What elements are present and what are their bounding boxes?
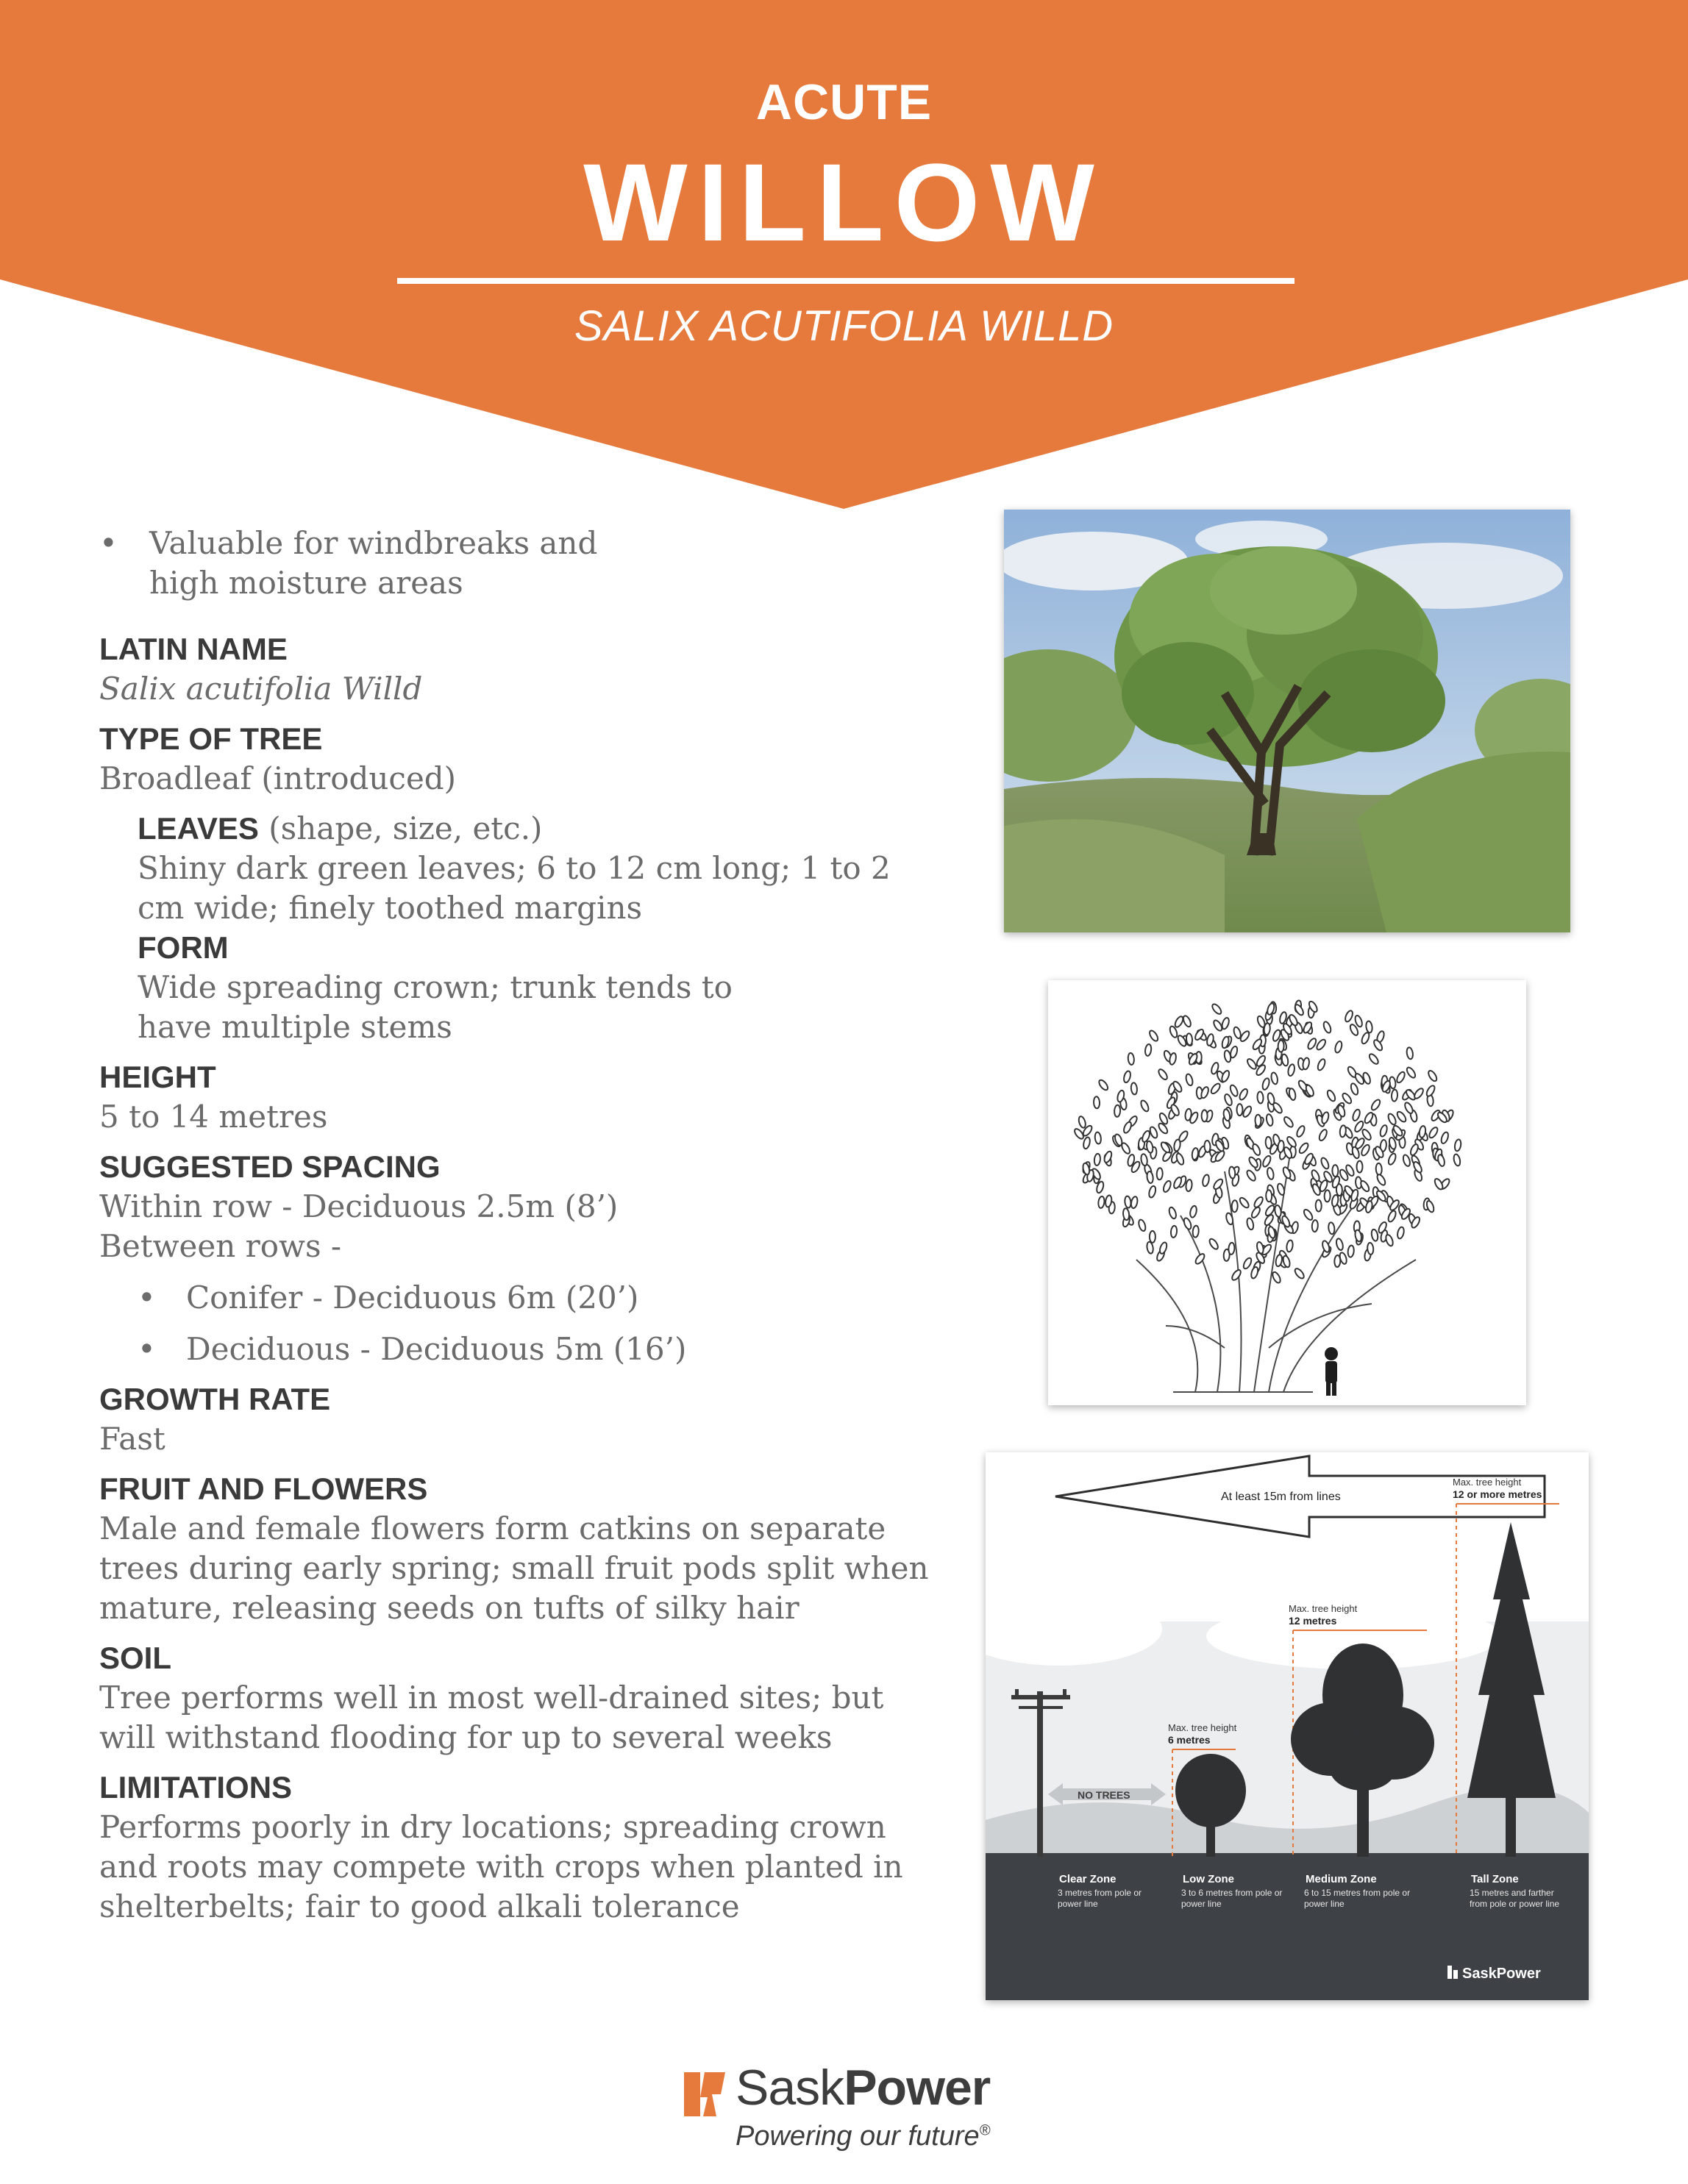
leaf-mark [1278, 1041, 1283, 1052]
leaf-mark [1278, 1141, 1285, 1153]
section-latin-name [99, 629, 938, 709]
leaf-mark [1339, 1125, 1347, 1138]
leaf-mark [1332, 1165, 1338, 1177]
tall-max-value: 12 or more metres [1453, 1488, 1542, 1500]
tall-zone-desc: 15 metres and farther from pole or power line [1470, 1888, 1560, 1909]
species-latin-name: SALIX ACUTIFOLIA WILLD [574, 302, 1114, 350]
tree-photo [1004, 510, 1570, 932]
leaf-mark [1264, 1023, 1271, 1035]
leaf-mark [1316, 1200, 1322, 1212]
spacing-between-rows: Between rows - [99, 1228, 342, 1264]
height-label: HEIGHT [99, 1060, 216, 1094]
leaf-mark [1311, 1220, 1318, 1232]
medium-max-label: Max. tree height [1289, 1603, 1358, 1614]
no-trees-label: NO TREES [1078, 1789, 1130, 1801]
power-line-zone-diagram [986, 1452, 1589, 2000]
bullet-dot: • [138, 1331, 156, 1367]
medium-zone-desc: 6 to 15 metres from pole or power line [1304, 1888, 1411, 1909]
saskpower-small-brand: SaskPower [1462, 1966, 1541, 1982]
section-limitations [99, 1768, 938, 1927]
saskpower-logo-icon [684, 2065, 728, 2124]
bullet-dot: • [99, 525, 118, 561]
fruit-flowers-value: Male and female flowers form catkins on separate trees during early spring; small fruit pods split when mature, releasing seeds on tufts of silky hair [99, 1510, 929, 1626]
leaf-mark [1130, 1082, 1138, 1095]
leaf-mark [1324, 1190, 1330, 1202]
saskpower-wordmark [736, 2059, 990, 2116]
tree-sketch [1048, 980, 1526, 1405]
saskpower-tagline [736, 2121, 990, 2152]
fruit-flowers-label: FRUIT AND FLOWERS [99, 1471, 428, 1506]
leaf-mark [1231, 1200, 1238, 1212]
form-label: FORM [138, 930, 229, 965]
medium-zone-title: Medium Zone [1306, 1873, 1377, 1885]
leaf-mark [1156, 1168, 1163, 1180]
latin-name-value: Salix acutifolia Willd [99, 671, 423, 707]
limitations-value: Performs poorly in dry locations; spreading crown and roots may compete with crops when planted in shelterbelts; fair to good alkali tolerance [99, 1809, 903, 1924]
intro-text: Valuable for windbreaks and high moisture areas [149, 525, 598, 601]
soil-label: SOIL [99, 1641, 172, 1675]
species-title: WILLOW [583, 140, 1105, 264]
bullet-dot: • [138, 1280, 156, 1316]
species-subtitle: ACUTE [755, 74, 933, 130]
leaf-mark [1347, 1245, 1355, 1257]
saskpower-small-logo [1447, 1966, 1541, 1982]
low-max-label: Max. tree height [1168, 1722, 1237, 1733]
section-leaves [99, 809, 938, 928]
brand-part-a: Sask [736, 2060, 844, 2116]
type-of-tree-label: TYPE OF TREE [99, 721, 323, 756]
spacing-label: SUGGESTED SPACING [99, 1149, 441, 1184]
spacing-within-row: Within row - Deciduous 2.5m (8’) [99, 1188, 619, 1224]
latin-name-label: LATIN NAME [99, 632, 288, 666]
soil-value: Tree performs well in most well-drained sites; but will withstand flooding for up to several weeks [99, 1680, 884, 1755]
section-height [99, 1057, 938, 1137]
growth-rate-value: Fast [99, 1421, 165, 1457]
section-soil [99, 1638, 938, 1757]
low-zone-title: Low Zone [1183, 1873, 1234, 1885]
leaf-mark [1265, 1137, 1272, 1149]
leaf-mark [1202, 1110, 1208, 1121]
leaves-qualifier: (shape, size, etc.) [268, 810, 543, 846]
section-growth-rate [99, 1380, 938, 1459]
spacing-item [99, 1278, 938, 1318]
leaf-mark [1122, 1208, 1130, 1221]
leaves-label: LEAVES [138, 811, 259, 846]
section-type-of-tree [99, 719, 938, 799]
leaf-mark [1255, 1115, 1261, 1127]
spacing-item-text: Conifer - Deciduous 6m (20’) [186, 1280, 639, 1316]
leaf-mark [1266, 1190, 1272, 1202]
saskpower-logo [684, 2059, 1008, 2162]
tall-zone-title: Tall Zone [1471, 1873, 1519, 1885]
leaf-mark [1334, 1255, 1341, 1267]
clear-zone-desc: 3 metres from pole or power line [1058, 1888, 1142, 1909]
species-details [99, 524, 938, 1927]
leaf-mark [1170, 1226, 1178, 1238]
leaf-mark [1114, 1105, 1121, 1117]
intro-bullet [99, 524, 938, 603]
spacing-item [99, 1330, 938, 1369]
registered-mark: ® [979, 2122, 991, 2139]
height-value: 5 to 14 metres [99, 1099, 328, 1135]
low-max-value: 6 metres [1168, 1734, 1211, 1746]
distance-arrow-label: At least 15m from lines [1221, 1491, 1341, 1503]
medium-max-value: 12 metres [1289, 1615, 1337, 1627]
form-value: Wide spreading crown; trunk tends to have multiple stems [138, 969, 733, 1045]
leaf-mark [1228, 1243, 1235, 1255]
leaf-mark [1357, 1161, 1363, 1173]
type-of-tree-value: Broadleaf (introduced) [99, 760, 457, 796]
growth-rate-label: GROWTH RATE [99, 1382, 331, 1416]
tagline-text: Powering our future [736, 2121, 980, 2152]
low-zone-desc: 3 to 6 metres from pole or power line [1181, 1888, 1283, 1909]
leaf-mark [1192, 1225, 1199, 1238]
leaf-mark [1391, 1089, 1397, 1102]
tall-max-label: Max. tree height [1453, 1477, 1522, 1488]
leaf-mark [1257, 1091, 1264, 1104]
title-divider [397, 278, 1295, 284]
leaf-mark [1375, 1163, 1382, 1175]
leaf-mark [1204, 1141, 1211, 1152]
leaf-mark [1128, 1053, 1135, 1066]
leaf-mark [1150, 1231, 1155, 1243]
section-spacing [99, 1147, 938, 1369]
leaves-value: Shiny dark green leaves; 6 to 12 cm long; 1 to 2 cm wide; finely toothed margins [138, 850, 891, 926]
leaf-mark [1094, 1154, 1101, 1166]
section-form [99, 928, 938, 1047]
leaf-mark [1367, 1243, 1374, 1255]
section-fruit-flowers [99, 1469, 938, 1628]
limitations-label: LIMITATIONS [99, 1770, 293, 1805]
leaf-mark [1094, 1096, 1100, 1108]
leaf-mark [1237, 1104, 1243, 1116]
leaf-mark [1186, 1033, 1192, 1046]
brand-part-b: Power [844, 2060, 991, 2116]
spacing-item-text: Deciduous - Deciduous 5m (16’) [186, 1331, 687, 1367]
clear-zone-title: Clear Zone [1059, 1873, 1117, 1885]
